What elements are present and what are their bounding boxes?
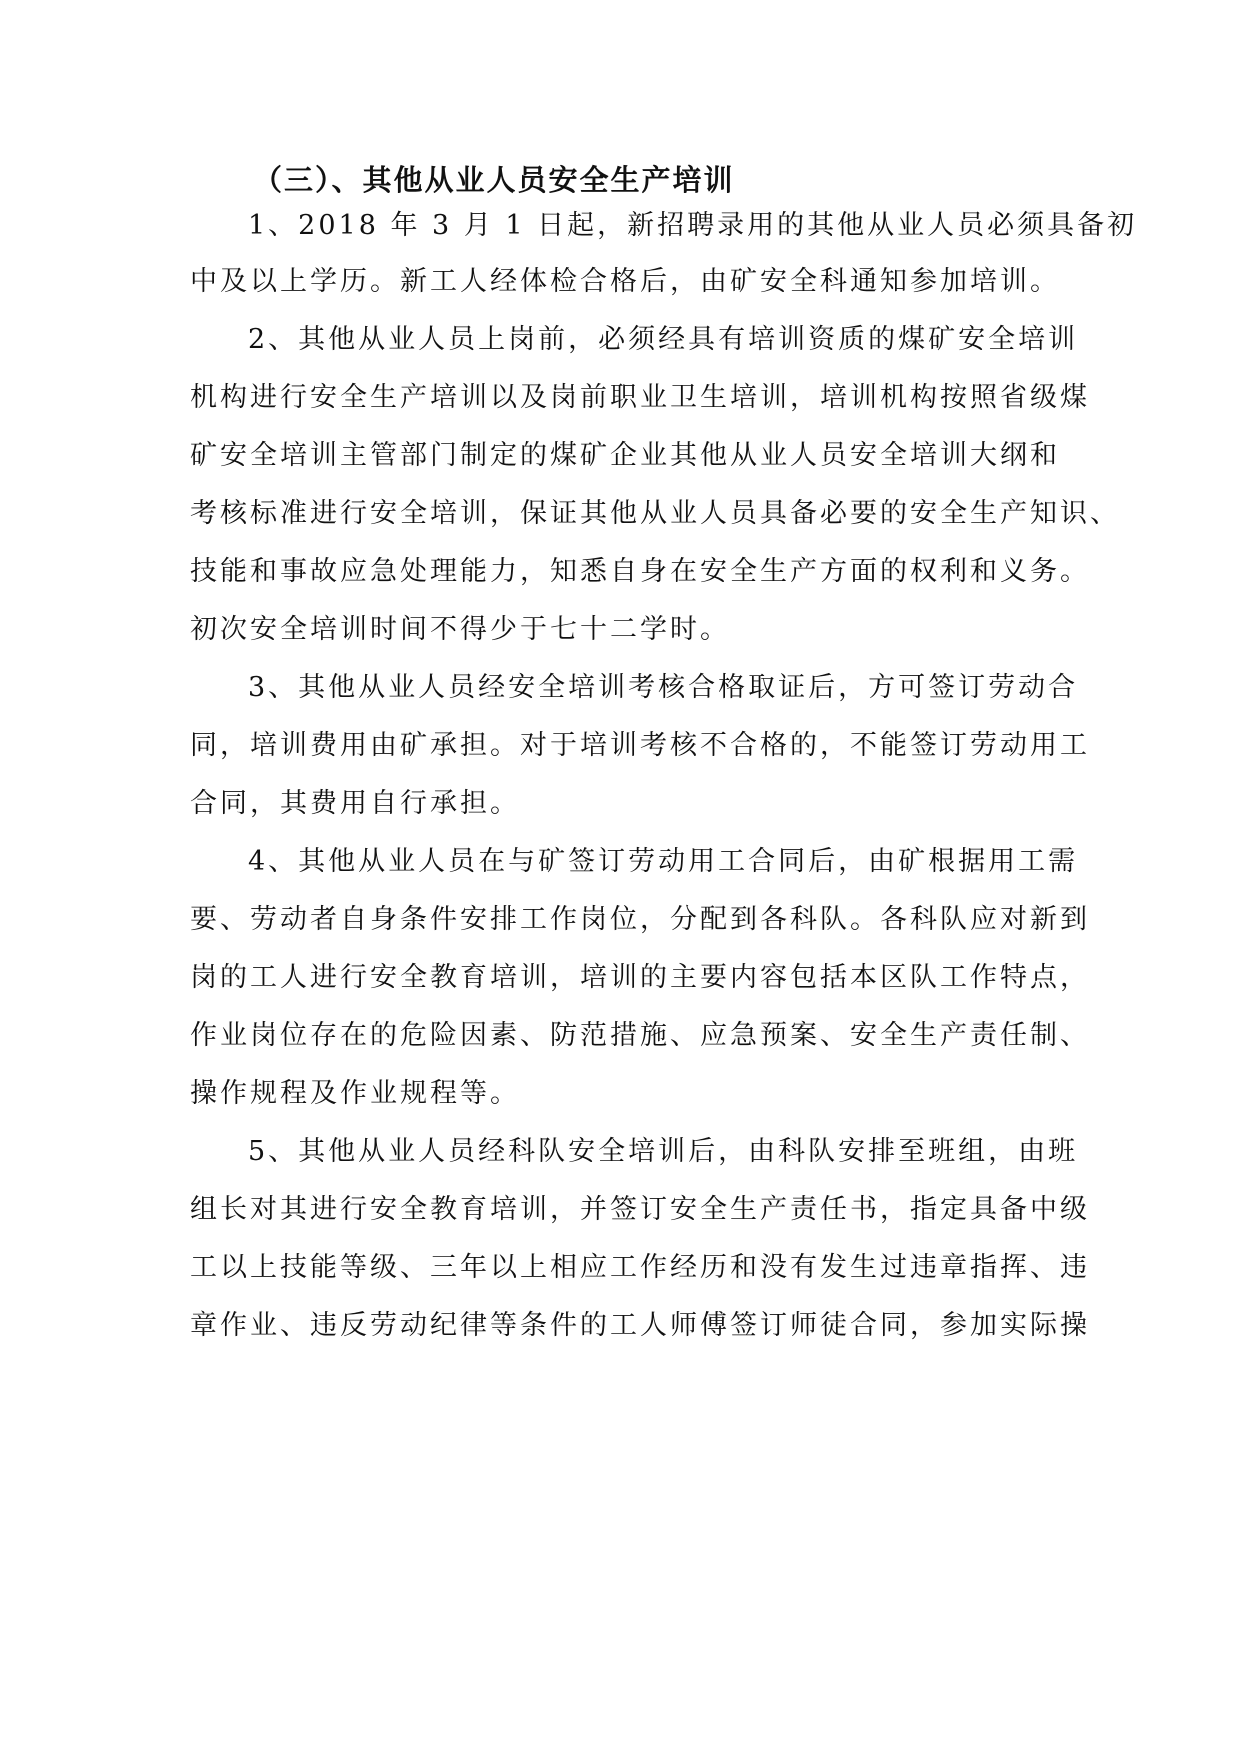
paragraph-4-line-2: 要、劳动者自身条件安排工作岗位，分配到各科队。各科队应对新到	[190, 904, 1090, 935]
paragraph-3-line-2: 同，培训费用由矿承担。对于培训考核不合格的，不能签订劳动用工	[190, 730, 1090, 761]
paragraph-4-line-1: 4、其他从业人员在与矿签订劳动用工合同后，由矿根据用工需	[248, 846, 1079, 877]
paragraph-3-line-1: 3、其他从业人员经安全培训考核合格取证后，方可签订劳动合	[248, 672, 1079, 703]
paragraph-4-line-4: 作业岗位存在的危险因素、防范措施、应急预案、安全生产责任制、	[190, 1020, 1090, 1051]
paragraph-1-line-1: 1、2018 年 3 月 1 日起，新招聘录用的其他从业人员必须具备初	[248, 210, 1138, 241]
paragraph-5-line-4: 章作业、违反劳动纪律等条件的工人师傅签订师徒合同，参加实际操	[190, 1310, 1090, 1341]
paragraph-5-line-1: 5、其他从业人员经科队安全培训后，由科队安排至班组，由班	[248, 1136, 1079, 1167]
paragraph-3-line-3: 合同，其费用自行承担。	[190, 788, 520, 819]
paragraph-4-line-5: 操作规程及作业规程等。	[190, 1078, 520, 1109]
paragraph-5-line-2: 组长对其进行安全教育培训，并签订安全生产责任书，指定具备中级	[190, 1194, 1090, 1225]
section-heading: （三）、其他从业人员安全生产培训	[253, 163, 735, 197]
paragraph-2-line-3: 矿安全培训主管部门制定的煤矿企业其他从业人员安全培训大纲和	[190, 440, 1060, 471]
paragraph-4-line-3: 岗的工人进行安全教育培训，培训的主要内容包括本区队工作特点，	[190, 962, 1090, 993]
paragraph-2-line-5: 技能和事故应急处理能力，知悉自身在安全生产方面的权利和义务。	[190, 556, 1090, 587]
paragraph-2-line-1: 2、其他从业人员上岗前，必须经具有培训资质的煤矿安全培训	[248, 324, 1079, 355]
paragraph-2-line-4: 考核标准进行安全培训，保证其他从业人员具备必要的安全生产知识、	[190, 498, 1120, 529]
paragraph-5-line-3: 工以上技能等级、三年以上相应工作经历和没有发生过违章指挥、违	[190, 1252, 1090, 1283]
paragraph-2-line-6: 初次安全培训时间不得少于七十二学时。	[190, 614, 730, 645]
paragraph-2-line-2: 机构进行安全生产培训以及岗前职业卫生培训，培训机构按照省级煤	[190, 382, 1090, 413]
paragraph-1-line-2: 中及以上学历。新工人经体检合格后，由矿安全科通知参加培训。	[190, 266, 1060, 297]
